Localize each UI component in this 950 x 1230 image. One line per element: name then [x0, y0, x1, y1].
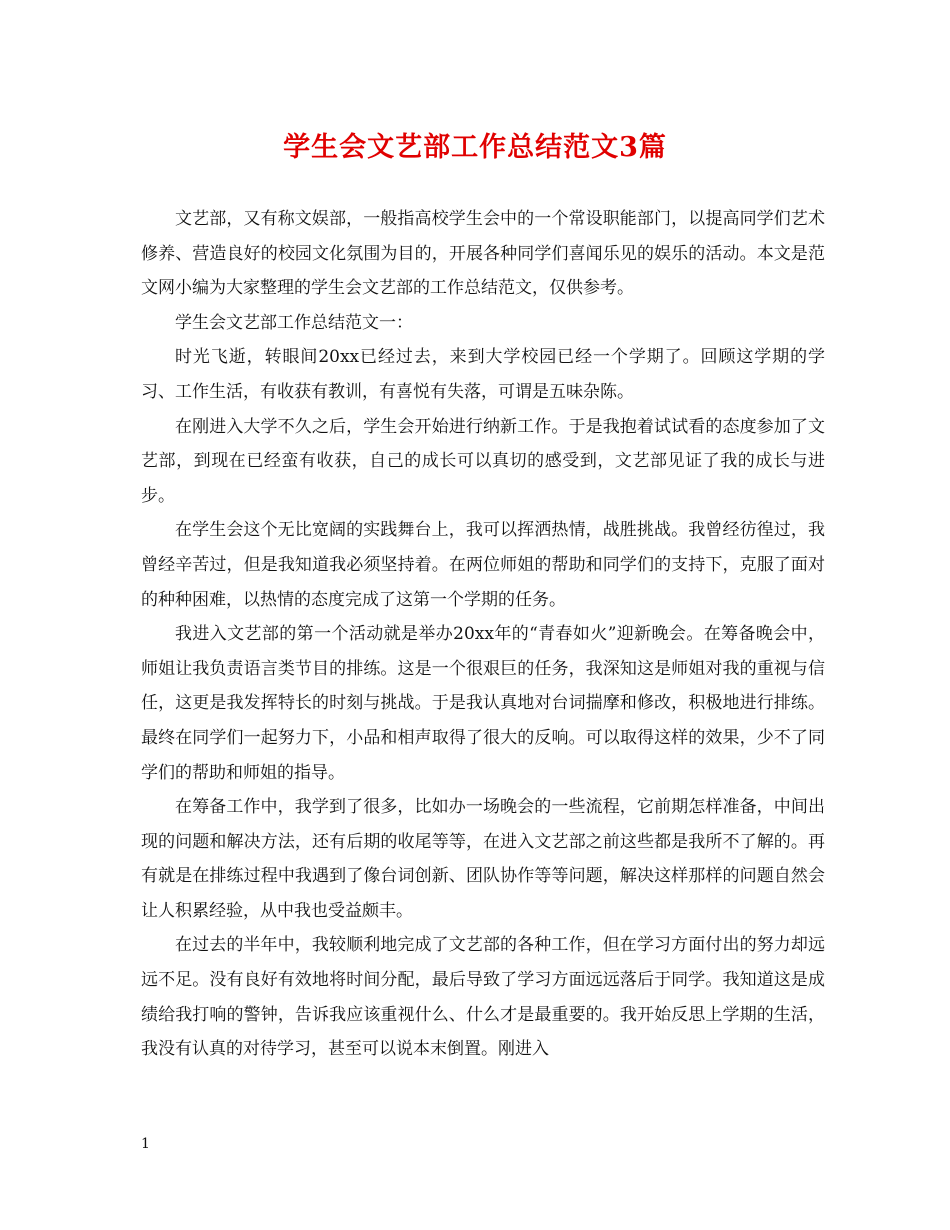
document-body	[141, 202, 825, 1067]
paragraph-2: 在刚进入大学不久之后，学生会开始进行纳新工作。于是我抱着试试看的态度参加了文艺部，到现在已经蛮有收获，自己的成长可以真切的感受到，文艺部见证了我的成长与进步。	[141, 416, 825, 506]
page-number: 1	[141, 1136, 150, 1152]
paragraph-4: 我进入文艺部的第一个活动就是举办20xx年的“青春如火”迎新晚会。在筹备晚会中，师姐让我负责语言类节目的排练。这是一个很艰巨的任务，我深知这是师姐对我的重视与信任，这更是我发挥特长的时刻与挑战。于是我认真地对台词揣摩和修改，积极地进行排练。最终在同学们一起努力下，小品和相声取得了很大的反响。可以取得这样的效果，少不了同学们的帮助和师姐的指导。	[141, 624, 825, 783]
paragraph-5: 在筹备工作中，我学到了很多，比如办一场晚会的一些流程，它前期怎样准备，中间出现的问题和解决方法，还有后期的收尾等等，在进入文艺部之前这些都是我所不了解的。再有就是在排练过程中我遇到了像台词创新、团队协作等等问题，解决这样那样的问题自然会让人积累经验，从中我也受益颇丰。	[141, 797, 825, 921]
document-title: 学生会文艺部工作总结范文3篇	[283, 132, 667, 163]
paragraph-3: 在学生会这个无比宽阔的实践舞台上，我可以挥洒热情，战胜挑战。我曾经彷徨过，我曾经辛苦过，但是我知道我必须坚持着。在两位师姐的帮助和同学们的支持下，克服了面对的种种困难，以热情的态度完成了这第一个学期的任务。	[141, 520, 825, 610]
paragraph-intro: 文艺部，又有称文娱部，一般指高校学生会中的一个常设职能部门，以提高同学们艺术修养、营造良好的校园文化氛围为目的，开展各种同学们喜闻乐见的娱乐的活动。本文是范文网小编为大家整理的学生会文艺部的工作总结范文，仅供参考。	[141, 209, 825, 299]
paragraph-section-heading: 学生会文艺部工作总结范文一：	[175, 312, 413, 333]
paragraph-1: 时光飞逝，转眼间20xx已经过去，来到大学校园已经一个学期了。回顾这学期的学习、工作生活，有收获有教训，有喜悦有失落，可谓是五味杂陈。	[141, 347, 825, 402]
paragraph-6: 在过去的半年中，我较顺利地完成了文艺部的各种工作，但在学习方面付出的努力却远远不足。没有良好有效地将时间分配，最后导致了学习方面远远落后于同学。我知道这是成绩给我打响的警钟，告诉我应该重视什么、什么才是最重要的。我开始反思上学期的生活，我没有认真的对待学习，甚至可以说本末倒置。刚进入	[141, 935, 825, 1060]
